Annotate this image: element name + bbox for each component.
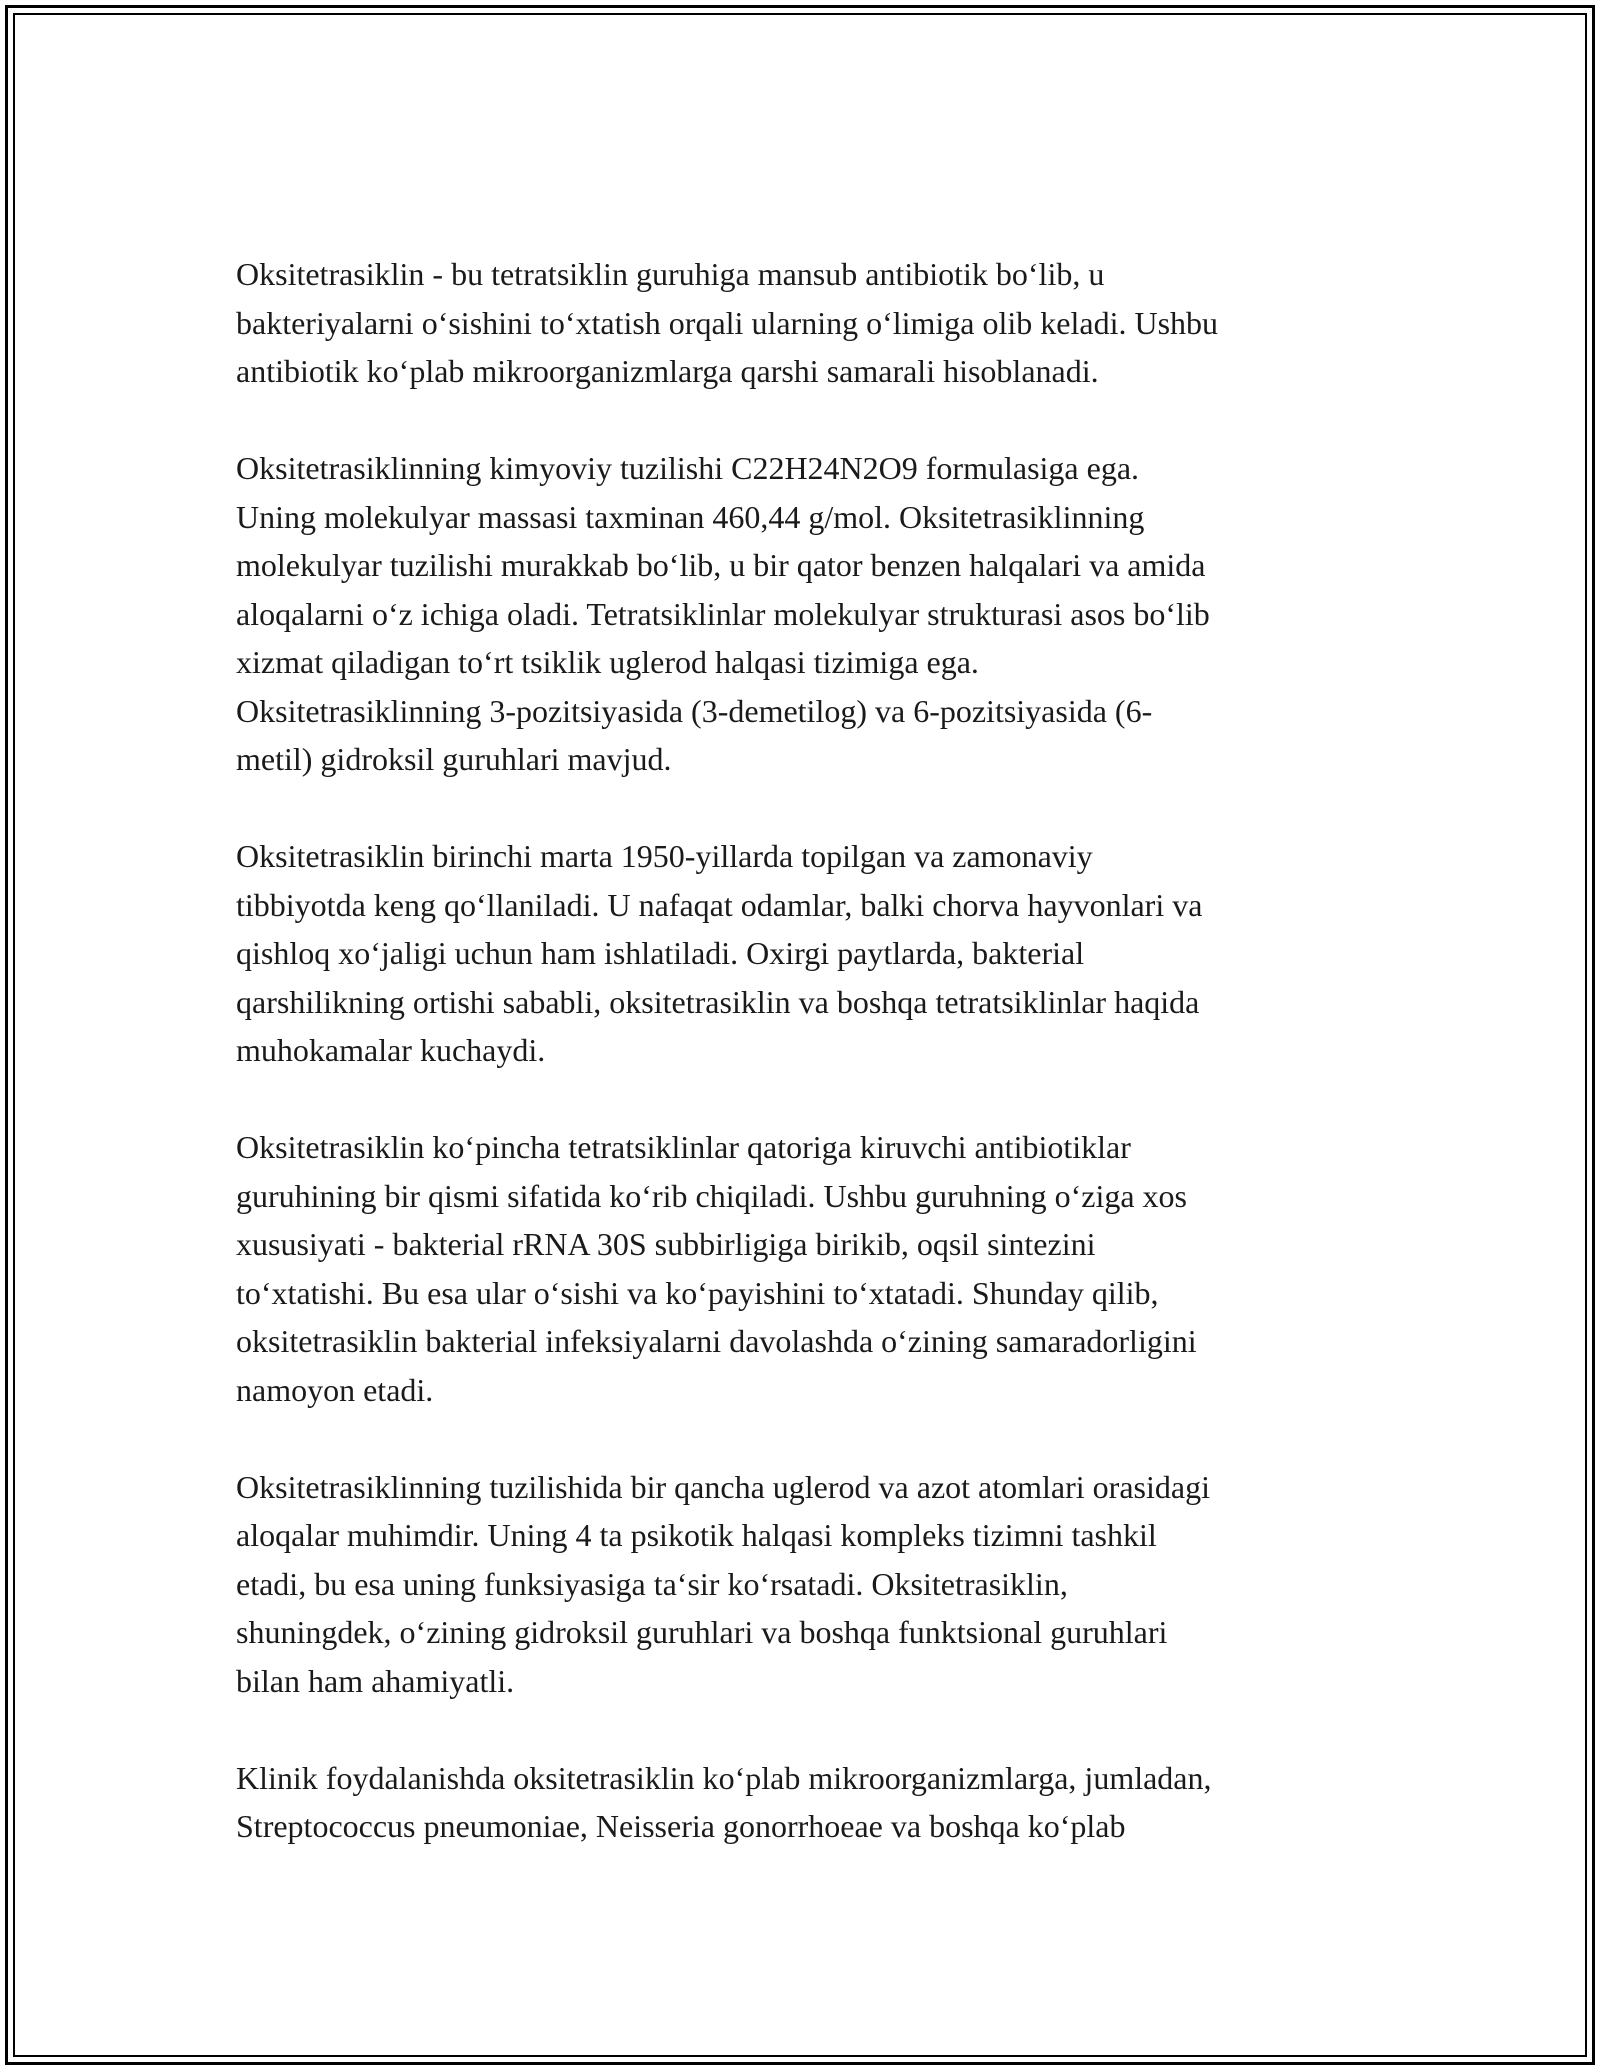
paragraph-5: [236, 1463, 1376, 1706]
text-line: namoyon etadi.: [236, 1371, 434, 1408]
text-line: metil) gidroksil guruhlari mavjud.: [236, 741, 672, 777]
text-line: bakteriyalarni o‘sishini to‘xtatish orqali ularning o‘limiga olib keladi. Ushbu: [236, 304, 1219, 341]
paragraph-2: [236, 444, 1376, 784]
text-line: to‘xtatishi. Bu esa ular o‘sishi va ko‘payishini to‘xtatadi. Shunday qilib,: [236, 1274, 1159, 1311]
text-line: Oksitetrasiklin ko‘pincha tetratsiklinlar qatoriga kiruvchi antibiotiklar: [236, 1129, 1131, 1165]
text-line: oksitetrasiklin bakterial infeksiyalarni davolashda o‘zining samaradorligini: [236, 1323, 1197, 1359]
text-line: etadi, bu esa uning funksiyasiga ta‘sir ko‘rsatadi. Oksitetrasiklin,: [236, 1565, 1068, 1602]
text-line: antibiotik ko‘plab mikroorganizmlarga qarshi samarali hisoblanadi.: [236, 353, 1099, 389]
text-line: muhokamalar kuchaydi.: [236, 1032, 546, 1068]
paragraph-3: [236, 832, 1376, 1075]
text-line: aloqalarni o‘z ichiga oladi. Tetratsiklinlar molekulyar strukturasi asos bo‘lib: [236, 595, 1210, 632]
text-line: Oksitetrasiklin - bu tetratsiklin guruhiga mansub antibiotik bo‘lib, u: [236, 256, 1105, 292]
paragraph-1: [236, 250, 1376, 396]
text-line: Oksitetrasiklinning kimyoviy tuzilishi C22H24N2O9 formulasiga ega.: [236, 450, 1140, 486]
text-line: qarshilikning ortishi sababli, oksitetrasiklin va boshqa tetratsiklinlar haqida: [236, 983, 1200, 1020]
text-line: molekulyar tuzilishi murakkab bo‘lib, u bir qator benzen halqalari va amida: [236, 547, 1206, 583]
text-line: tibbiyotda keng qo‘llaniladi. U nafaqat odamlar, balki chorva hayvonlari va: [236, 886, 1203, 923]
document-body: [236, 250, 1376, 1851]
paragraph-6: [236, 1754, 1376, 1851]
text-line: Klinik foydalanishda oksitetrasiklin ko‘plab mikroorganizmlarga, jumladan,: [236, 1759, 1212, 1796]
text-line: Oksitetrasiklin birinchi marta 1950-yillarda topilgan va zamonaviy: [236, 838, 1093, 874]
text-line: Oksitetrasiklinning 3-pozitsiyasida (3-demetilog) va 6-pozitsiyasida (6-: [236, 692, 1153, 729]
text-line: xususiyati - bakterial rRNA 30S subbirligiga birikib, oqsil sintezini: [236, 1226, 1096, 1262]
text-line: bilan ham ahamiyatli.: [236, 1662, 515, 1699]
text-line: guruhining bir qismi sifatida ko‘rib chiqiladi. Ushbu guruhning o‘ziga xos: [236, 1177, 1187, 1214]
text-line: Oksitetrasiklinning tuzilishida bir qancha uglerod va azot atomlari orasidagi: [236, 1468, 1210, 1505]
text-line: shuningdek, o‘zining gidroksil guruhlari va boshqa funktsional guruhlari: [236, 1614, 1168, 1650]
text-line: qishloq xo‘jaligi uchun ham ishlatiladi. Oxirgi paytlarda, bakterial: [236, 935, 1085, 971]
text-line: xizmat qiladigan to‘rt tsiklik uglerod halqasi tizimiga ega.: [236, 644, 979, 680]
paragraph-4: [236, 1123, 1376, 1414]
text-line: Uning molekulyar massasi taxminan 460,44 g/mol. Oksitetrasiklinning: [236, 498, 1145, 535]
text-line: aloqalar muhimdir. Uning 4 ta psikotik halqasi kompleks tizimni tashkil: [236, 1517, 1157, 1553]
text-line: Streptococcus pneumoniae, Neisseria gonorrhoeae va boshqa ko‘plab: [236, 1808, 1126, 1844]
